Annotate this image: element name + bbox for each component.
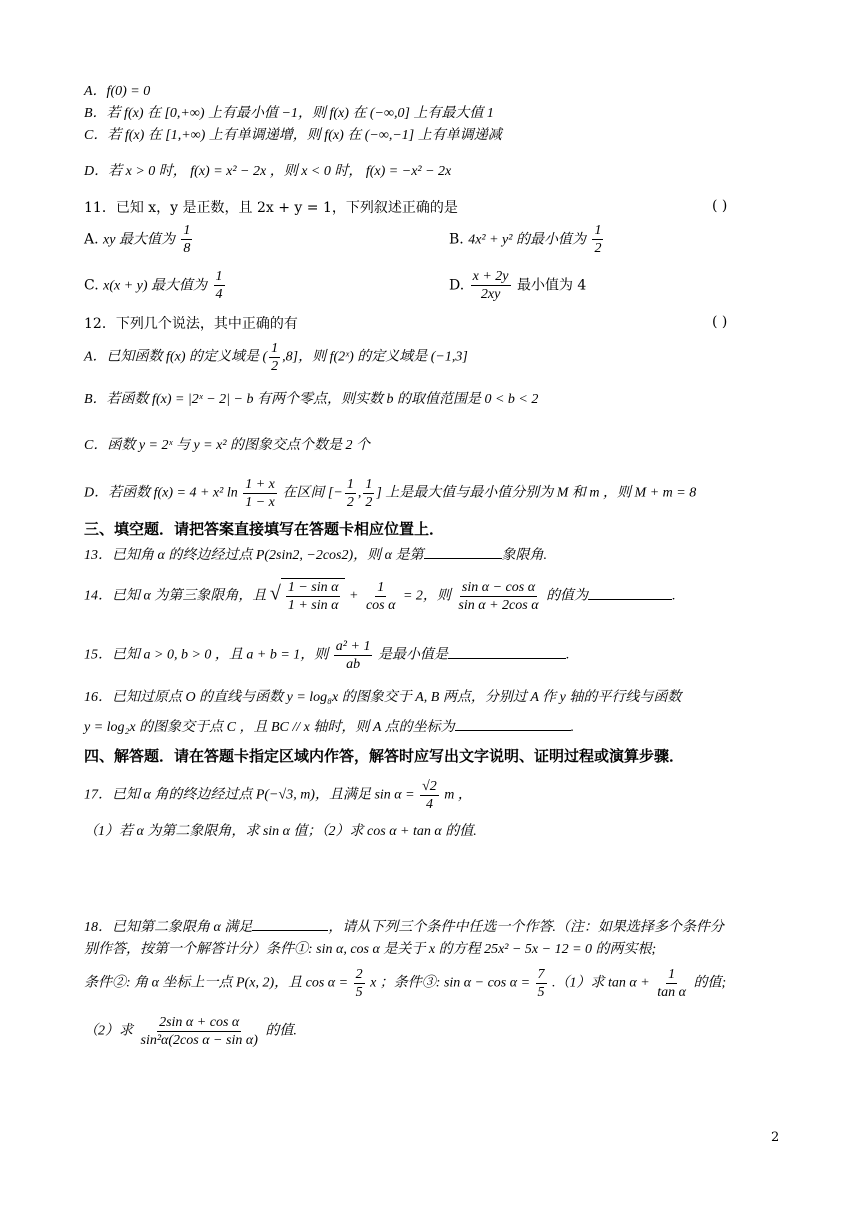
q18-l3-f1-num: 2 xyxy=(355,967,363,982)
q11-a-label: A. xyxy=(84,231,99,248)
q11-d-tail: 最小值为 4 xyxy=(516,277,587,294)
q17-line-2: （1）若 α 为第二象限角，求 sin α 值；（2）求 cos α + tan α 的值. xyxy=(84,824,477,839)
q12-d-fraction-3 xyxy=(363,476,374,511)
q18-line-1 xyxy=(84,916,724,938)
q14-sqrt-num: 1 − sin α xyxy=(287,580,339,595)
q14-g-num: sin α − cos α xyxy=(461,580,536,595)
q10-option-a: A．f(0) = 0 xyxy=(84,84,151,99)
q12-a-post: ,8]，则 f(2ˣ) 的定义域是 (−1,3] xyxy=(282,349,468,365)
q18-l3-mid2: .（1）求 tan α + xyxy=(552,975,650,991)
q11-b-fraction xyxy=(592,222,603,257)
q12-d-frac-num: 1 + x xyxy=(245,477,275,492)
q14-sqrt-fraction xyxy=(286,579,341,614)
q12-d-f3-num: 1 xyxy=(365,477,373,492)
q11-c-label: C. xyxy=(84,277,99,294)
q12-d-fraction xyxy=(243,476,277,511)
q16-blank xyxy=(455,716,571,731)
q18-l1-post: ，请从下列三个条件中任选一个作答.（注：如果选择多个条件分 xyxy=(328,920,724,935)
q14-fraction-2 xyxy=(456,579,540,614)
q18-l4-f-den: sin²α(2cos α − sin α) xyxy=(140,1033,258,1048)
q12-d-comma: , xyxy=(357,485,362,501)
q13 xyxy=(84,544,547,566)
q10-option-b: B．若 f(x) 在 [0,+∞) 上有最小值 −1，则 f(x) 在 (−∞,0] 上有最大值 1 xyxy=(84,106,494,121)
q18-l3-post: 的值; xyxy=(693,975,727,991)
q15-end: . xyxy=(565,647,570,663)
q13-post: 象限角. xyxy=(501,548,548,563)
q11-d-fraction xyxy=(471,268,511,303)
q14-fraction-1 xyxy=(364,579,398,614)
q18-line-2: 别作答，按第一个解答计分）条件①: sin α, cos α 是关于 x 的方程 25x² − 5x − 12 = 0 的两实根; xyxy=(84,942,657,957)
q18-l4-post: 的值. xyxy=(265,1023,297,1039)
q14-sqrt-body xyxy=(281,578,346,614)
q17-fraction xyxy=(420,778,439,813)
q15 xyxy=(84,638,569,673)
q11-c-frac-den: 4 xyxy=(215,287,223,302)
q11-option-c xyxy=(84,268,227,303)
q12-a-pre: A．已知函数 f(x) 的定义域是 ( xyxy=(84,349,268,365)
q17-line-1 xyxy=(84,778,472,813)
q18-l4-fraction xyxy=(139,1014,260,1049)
q11-option-b xyxy=(449,222,605,257)
q11-b-expr: 4x² + y² 的最小值为 xyxy=(468,232,586,248)
q12-d-f2-den: 2 xyxy=(346,495,354,510)
q11-c-fraction xyxy=(214,268,225,303)
q12-d-post: ] 上是最大值与最小值分别为 M 和 m ，则 M + m = 8 xyxy=(376,485,697,501)
q11-answer-paren: ( ) xyxy=(712,198,728,214)
q14-f-num: 1 xyxy=(377,580,385,595)
q15-pre: 15．已知 a > 0, b > 0 ，且 a + b = 1，则 xyxy=(84,647,329,663)
sqrt-sign: √ xyxy=(269,582,281,605)
q14-sqrt-den: 1 + sin α xyxy=(287,598,339,613)
q17-pre: 17．已知 α 角的终边经过点 P(−√3, m)，且满足 sin α = xyxy=(84,787,415,803)
q16-line-2-pre: y = log₂x 的图象交于点 C ，且 BC // x 轴时，则 A 点的坐标为 xyxy=(84,720,455,735)
q11-option-a xyxy=(84,222,194,257)
page-number: 2 xyxy=(771,1130,780,1145)
q12-d-f2-num: 1 xyxy=(346,477,354,492)
q15-blank xyxy=(448,644,566,659)
section-3-heading: 三、填空题．请把答案直接填写在答题卡相应位置上． xyxy=(84,520,445,538)
q18-l3-f3-den: tan α xyxy=(657,985,686,1000)
q12-d-fraction-2 xyxy=(345,476,356,511)
q15-post: 是最小值是 xyxy=(377,647,448,663)
q12-option-d xyxy=(84,476,696,511)
q12-answer-paren: ( ) xyxy=(712,314,728,330)
q18-l3-f2-den: 5 xyxy=(537,985,545,1000)
q15-f-num: a² + 1 xyxy=(335,639,371,654)
q14-f-den: cos α xyxy=(365,598,396,613)
q11-d-frac-den: 2xy xyxy=(480,287,501,302)
q18-l3-fraction-1 xyxy=(354,966,365,1001)
q18-l3-f3-num: 1 xyxy=(668,967,676,982)
q12-d-pre: D．若函数 f(x) = 4 + x² ln xyxy=(84,485,238,501)
q14-end: . xyxy=(672,588,676,604)
q11-b-frac-den: 2 xyxy=(594,241,602,256)
q12-a-frac-den: 2 xyxy=(271,359,279,374)
q14-g-den: sin α + 2cos α xyxy=(458,598,539,613)
q12-option-b: B．若函数 f(x) = |2ˣ − 2| − b 有两个零点，则实数 b 的取值范围是 0 < b < 2 xyxy=(84,392,539,407)
q10-option-d: D．若 x > 0 时， f(x) = x² − 2x ，则 x < 0 时， f(x) = −x² − 2x xyxy=(84,164,452,179)
q12-option-c: C．函数 y = 2ˣ 与 y = x² 的图象交点个数是 2 个 xyxy=(84,438,371,453)
q12-d-mid: 在区间 [− xyxy=(282,485,343,501)
q11-a-frac-num: 1 xyxy=(183,223,191,238)
q18-line-3 xyxy=(84,966,726,1001)
q16-end: . xyxy=(570,720,575,735)
q11-d-frac-num: x + 2y xyxy=(472,269,509,284)
q18-l1-pre: 18．已知第二象限角 α 满足 xyxy=(84,920,253,935)
q15-fraction xyxy=(334,638,373,673)
q12-stem: 12．下列几个说法，其中正确的有 xyxy=(84,316,298,332)
q13-blank xyxy=(424,544,502,559)
q18-l3-mid: x ；条件③: sin α − cos α = xyxy=(370,975,531,991)
q11-stem: 11．已知 x，y 是正数，且 2x + y = 1，下列叙述正确的是 xyxy=(84,200,458,216)
section-4-heading: 四、解答题．请在答题卡指定区域内作答，解答时应写出文字说明、证明过程或演算步骤． xyxy=(84,747,685,765)
q12-a-frac-num: 1 xyxy=(271,341,279,356)
q13-pre: 13．已知角 α 的终边经过点 P(2sin2, −2cos2)，则 α 是第 xyxy=(84,548,424,563)
q18-l3-f2-num: 7 xyxy=(537,967,545,982)
q11-option-d xyxy=(449,268,586,303)
q16-line-2 xyxy=(84,716,574,738)
q18-l4-pre: （2）求 xyxy=(84,1023,133,1039)
q17-f-num: √2 xyxy=(422,779,437,794)
q18-l3-pre: 条件②: 角 α 坐标上一点 P(x, 2)，且 cos α = xyxy=(84,975,349,991)
q11-a-fraction xyxy=(181,222,192,257)
q12-option-a xyxy=(84,340,468,375)
q11-d-label: D. xyxy=(449,277,465,294)
q12-d-frac-den: 1 − x xyxy=(245,495,275,510)
q14 xyxy=(84,578,676,614)
q18-blank xyxy=(252,916,328,931)
q14-plus: + xyxy=(348,588,359,604)
q18-l4-f-num: 2sin α + cos α xyxy=(159,1015,240,1030)
q15-f-den: ab xyxy=(346,657,361,672)
q17-f-den: 4 xyxy=(425,797,433,812)
q14-post: 的值为 xyxy=(546,588,589,604)
q18-l3-fraction-3 xyxy=(655,966,688,1001)
q11-a-frac-den: 8 xyxy=(183,241,191,256)
q18-l3-f1-den: 5 xyxy=(355,985,363,1000)
q11-c-expr: x(x + y) 最大值为 xyxy=(103,278,208,294)
q11-a-expr: xy 最大值为 xyxy=(103,232,175,248)
q11-b-label: B. xyxy=(449,231,464,248)
q14-eq: = 2，则 xyxy=(402,588,451,604)
q17-post: m ， xyxy=(444,787,472,803)
q14-blank xyxy=(588,585,672,600)
q11-b-frac-num: 1 xyxy=(594,223,602,238)
q11-c-frac-num: 1 xyxy=(215,269,223,284)
q14-pre: 14．已知 α 为第三象限角，且 xyxy=(84,588,267,604)
q10-option-c: C．若 f(x) 在 [1,+∞) 上有单调递增，则 f(x) 在 (−∞,−1] 上有单调递减 xyxy=(84,128,502,143)
q12-d-f3-den: 2 xyxy=(365,495,373,510)
q12-a-fraction xyxy=(269,340,280,375)
q18-l3-fraction-2 xyxy=(536,966,547,1001)
q18-line-4 xyxy=(84,1014,297,1049)
q16-line-1: 16．已知过原点 O 的直线与函数 y = log₈x 的图象交于 A, B 两点，分别过 A 作 y 轴的平行线与函数 xyxy=(84,690,682,705)
